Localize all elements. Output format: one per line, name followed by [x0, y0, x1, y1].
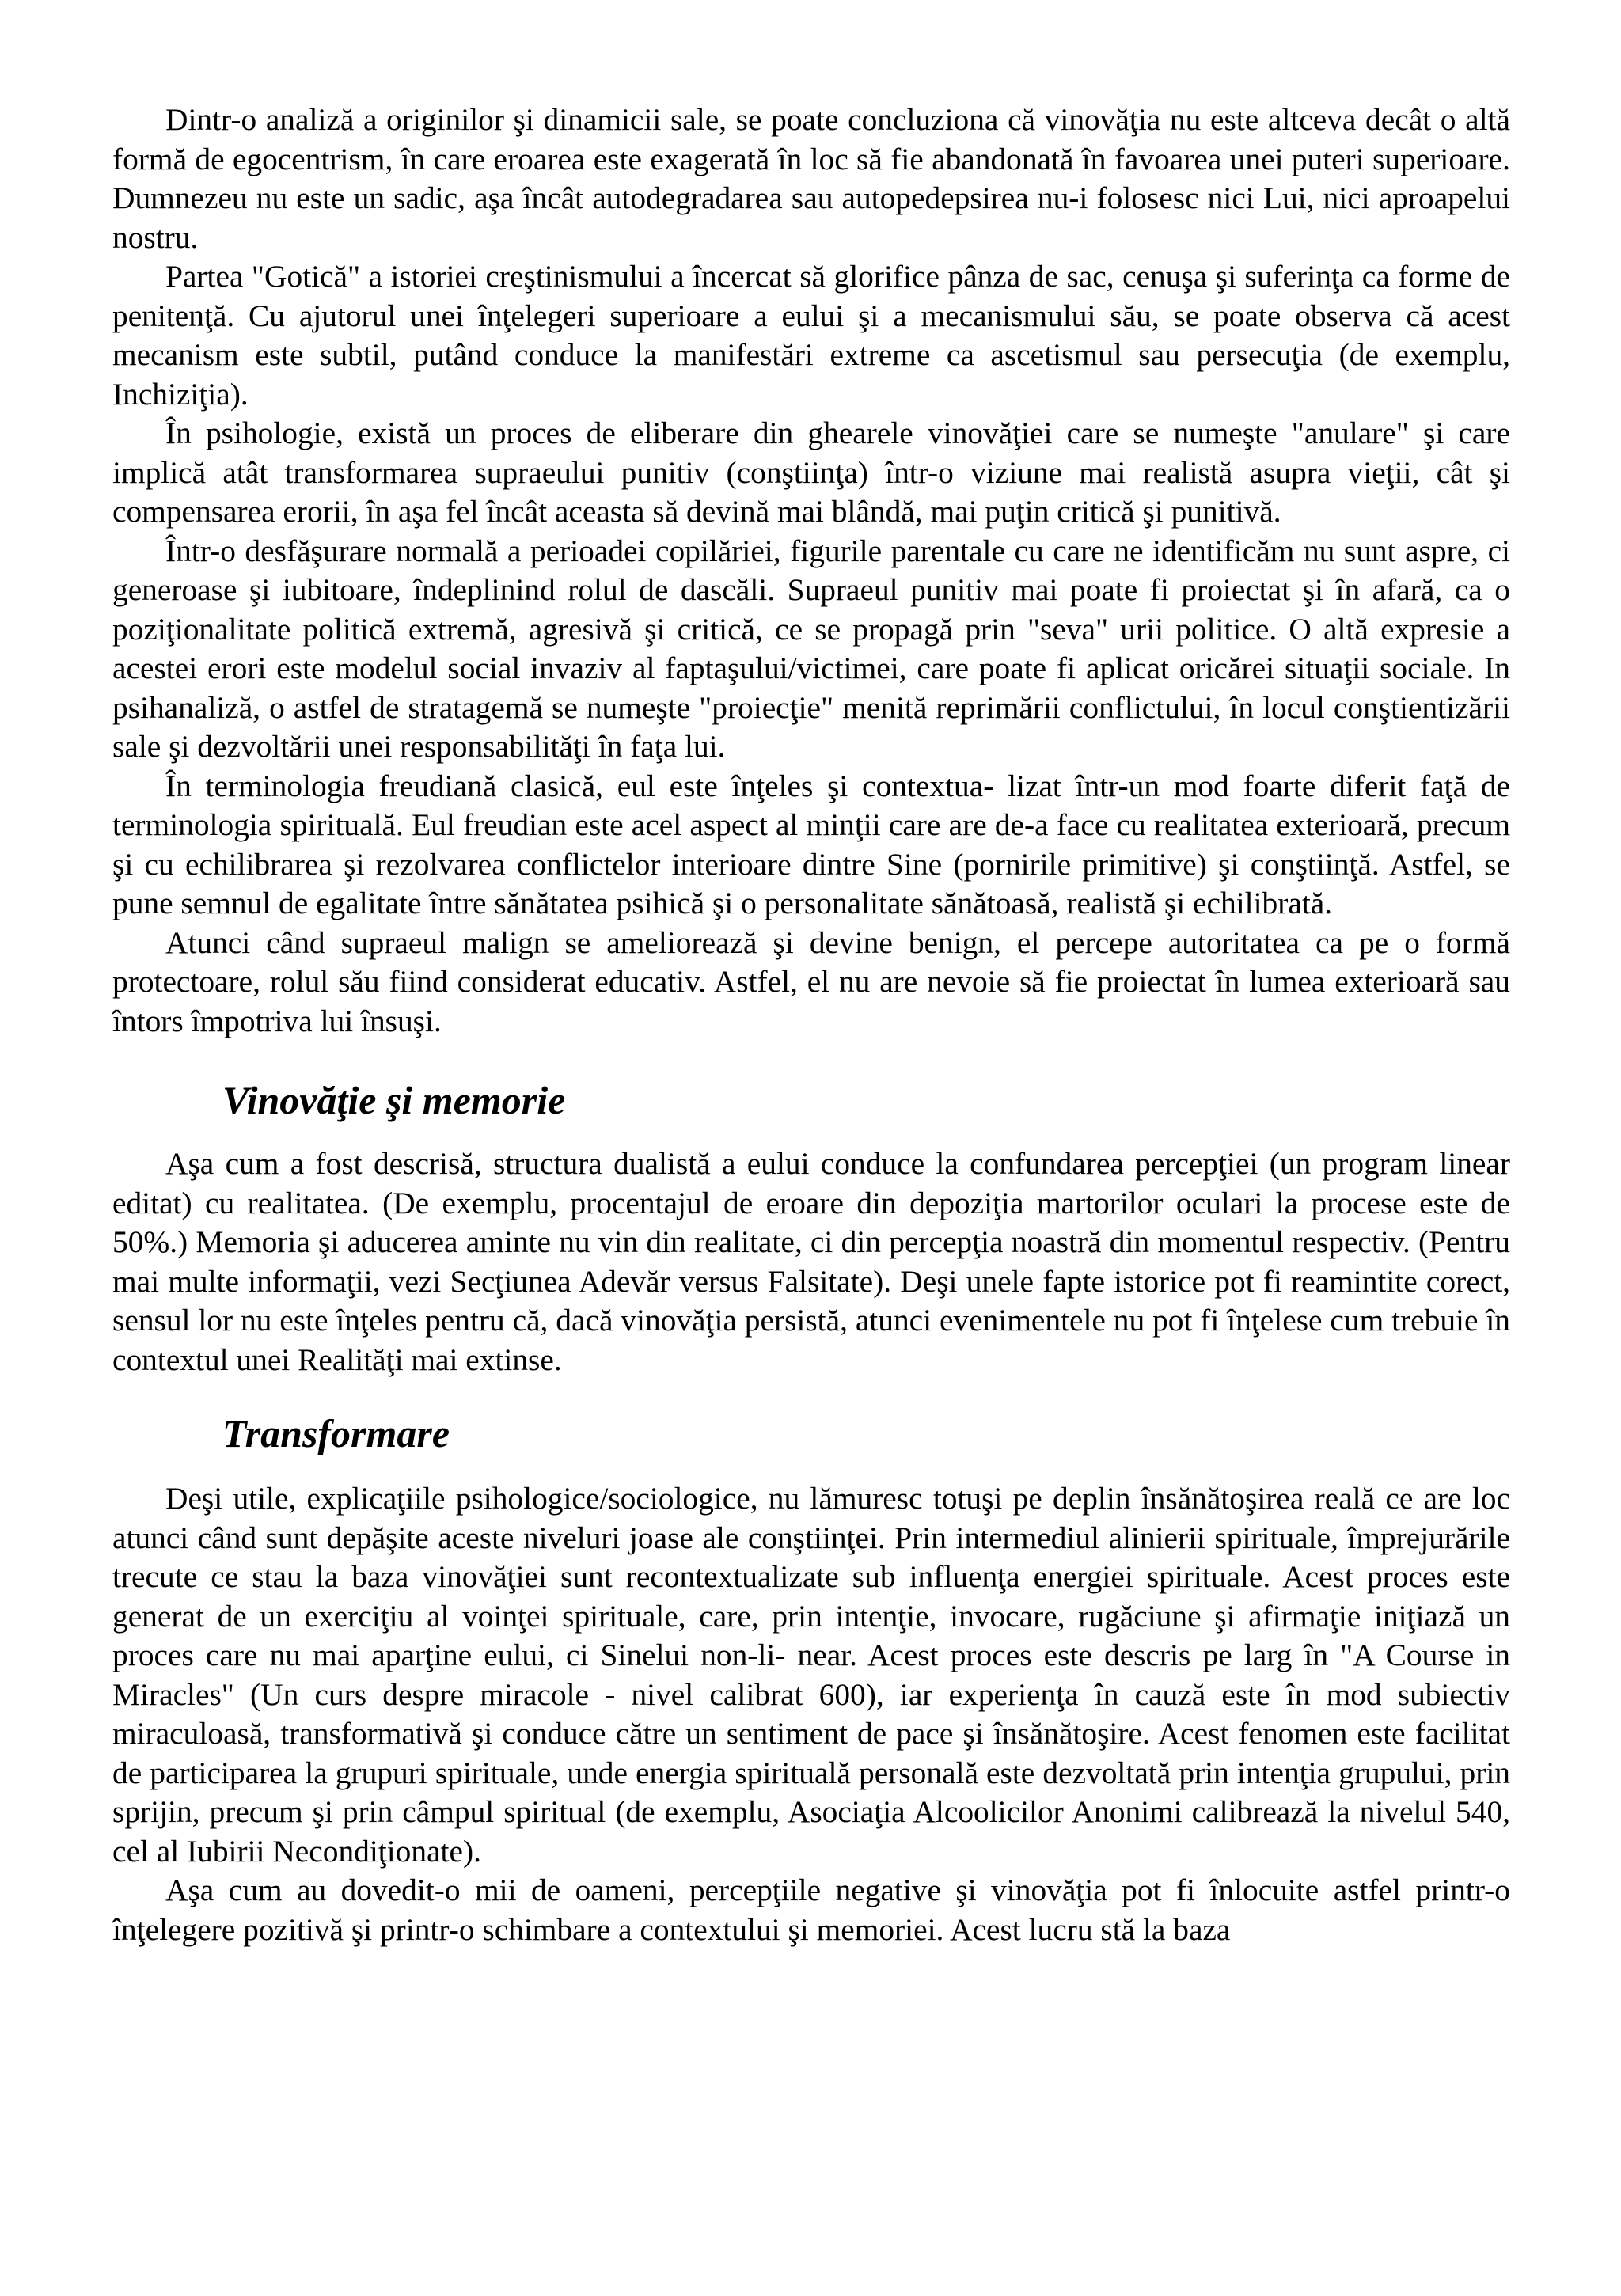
- section-heading: Transformare: [222, 1411, 450, 1455]
- paragraph: Atunci când supraeul malign se ameliorează şi devine benign, el percepe autoritatea ca pe o formă protectoare, rolul său fiind considerat educativ. Astfel, el nu are nevoie să fie proiectat în lumea exterioară sau întors împotriva lui însuşi.: [112, 924, 1510, 1038]
- paragraph: Deşi utile, explicaţiile psihologice/sociologice, nu lămuresc totuşi pe deplin însănătoşirea reală ce are loc atunci când sunt depăşite aceste niveluri joase ale conştiinţei. Prin intermediul alinierii spirituale, împrejurările trecute ce stau la baza vinovăţiei sunt recontextualizate sub influenţa energiei spirituale. Acest proces este generat de un exerciţiu al voinţei spirituale, care, prin intenţie, invocare, rugăciune şi afirmaţie iniţiază un proces care nu mai aparţine eului, ci Sinelui non-li- near. Acest proces este descris pe larg în "A Course in Miracles" (Un curs despre miracole - nivel calibrat 600), iar experienţa în cauză este în mod subiectiv miraculoasă, transformativă şi conduce către un sentiment de pace şi însănătoşire. Acest fenomen este facilitat de participarea la grupuri spirituale, unde energia spirituală personală este dezvoltată prin intenţia grupului, prin sprijin, precum şi prin câmpul spiritual (de exemplu, Asociaţia Alcoolicilor Anonimi calibrează la nivelul 540, cel al Iubirii Necondiţionate).: [112, 1481, 1510, 1869]
- paragraph: În terminologia freudiană clasică, eul este înţeles şi contextua- lizat într-un mod foarte diferit faţă de terminologia spirituală. Eul freudian este acel aspect al minţii care are de-a face cu realitatea exterioară, precum şi cu echilibrarea şi rezolvarea conflictelor interioare dintre Sine (pornirile primitive) şi conştiinţă. Astfel, se pune semnul de egalitate între sănătatea psihică şi o personalitate sănătoasă, realistă şi echilibrată.: [112, 768, 1510, 920]
- paragraph: Partea "Gotică" a istoriei creştinismului a încercat să glorifice pânza de sac, cenuşa şi suferinţa ca forme de penitenţă. Cu ajutorul unei înţelegeri superioare a eului şi a mecanismului său, se poate observa că acest mecanism este subtil, putând conduce la manifestări extreme ca ascetismul sau persecuţia (de exemplu, Inchiziţia).: [112, 259, 1510, 412]
- page-body: [112, 101, 1510, 1949]
- section-heading: Vinovăţie şi memorie: [222, 1078, 566, 1122]
- paragraph: Aşa cum au dovedit-o mii de oameni, percepţiile negative şi vinovăţia pot fi înlocuite astfel printr-o înţelegere pozitivă şi printr-o schimbare a contextului şi memoriei. Acest lucru stă la baza: [112, 1873, 1510, 1947]
- paragraph: Dintr-o analiză a originilor şi dinamicii sale, se poate concluziona că vinovăţia nu este altceva decât o altă formă de egocentrism, în care eroarea este exagerată în loc să fie abandonată în favoarea unei puteri superioare. Dumnezeu nu este un sadic, aşa încât autodegradarea sau autopedepsirea nu-i folosesc nici Lui, nici aproapelui nostru.: [112, 102, 1510, 255]
- paragraph: Aşa cum a fost descrisă, structura dualistă a eului conduce la confundarea percepţiei (un program linear editat) cu realitatea. (De exemplu, procentajul de eroare din depoziţia martorilor oculari la procese este de 50%.) Memoria şi aducerea aminte nu vin din realitate, ci din percepţia noastră din momentul respectiv. (Pentru mai multe informaţii, vezi Secţiunea Adevăr versus Falsitate). Deşi unele fapte istorice pot fi reamintite corect, sensul lor nu este înţeles pentru că, dacă vinovăţia persistă, atunci evenimentele nu pot fi înţelese cum trebuie în contextul unei Realităţi mai extinse.: [112, 1146, 1510, 1377]
- paragraph: Într-o desfăşurare normală a perioadei copilăriei, figurile parentale cu care ne identificăm nu sunt aspre, ci generoase şi iubitoare, îndeplinind rolul de dascăli. Supraeul punitiv mai poate fi proiectat şi în afară, ca o poziţionalitate politică extremă, agresivă şi critică, ce se propagă prin "seva" urii politice. O altă expresie a acestei erori este modelul social invaziv al faptaşului/victimei, care poate fi aplicat oricărei situaţii sociale. In psihanaliză, o astfel de stratagemă se numeşte "proiecţie" menită reprimării conflictului, în locul conştientizării sale şi dezvoltării unei responsabilităţi în faţa lui.: [112, 533, 1510, 764]
- paragraph: În psihologie, există un proces de eliberare din ghearele vinovăţiei care se numeşte "anulare" şi care implică atât transformarea supraeului punitiv (conştiinţa) într-o viziune mai realistă asupra vieţii, cât şi compensarea erorii, în aşa fel încât aceasta să devină mai blândă, mai puţin critică şi punitivă.: [112, 416, 1510, 529]
